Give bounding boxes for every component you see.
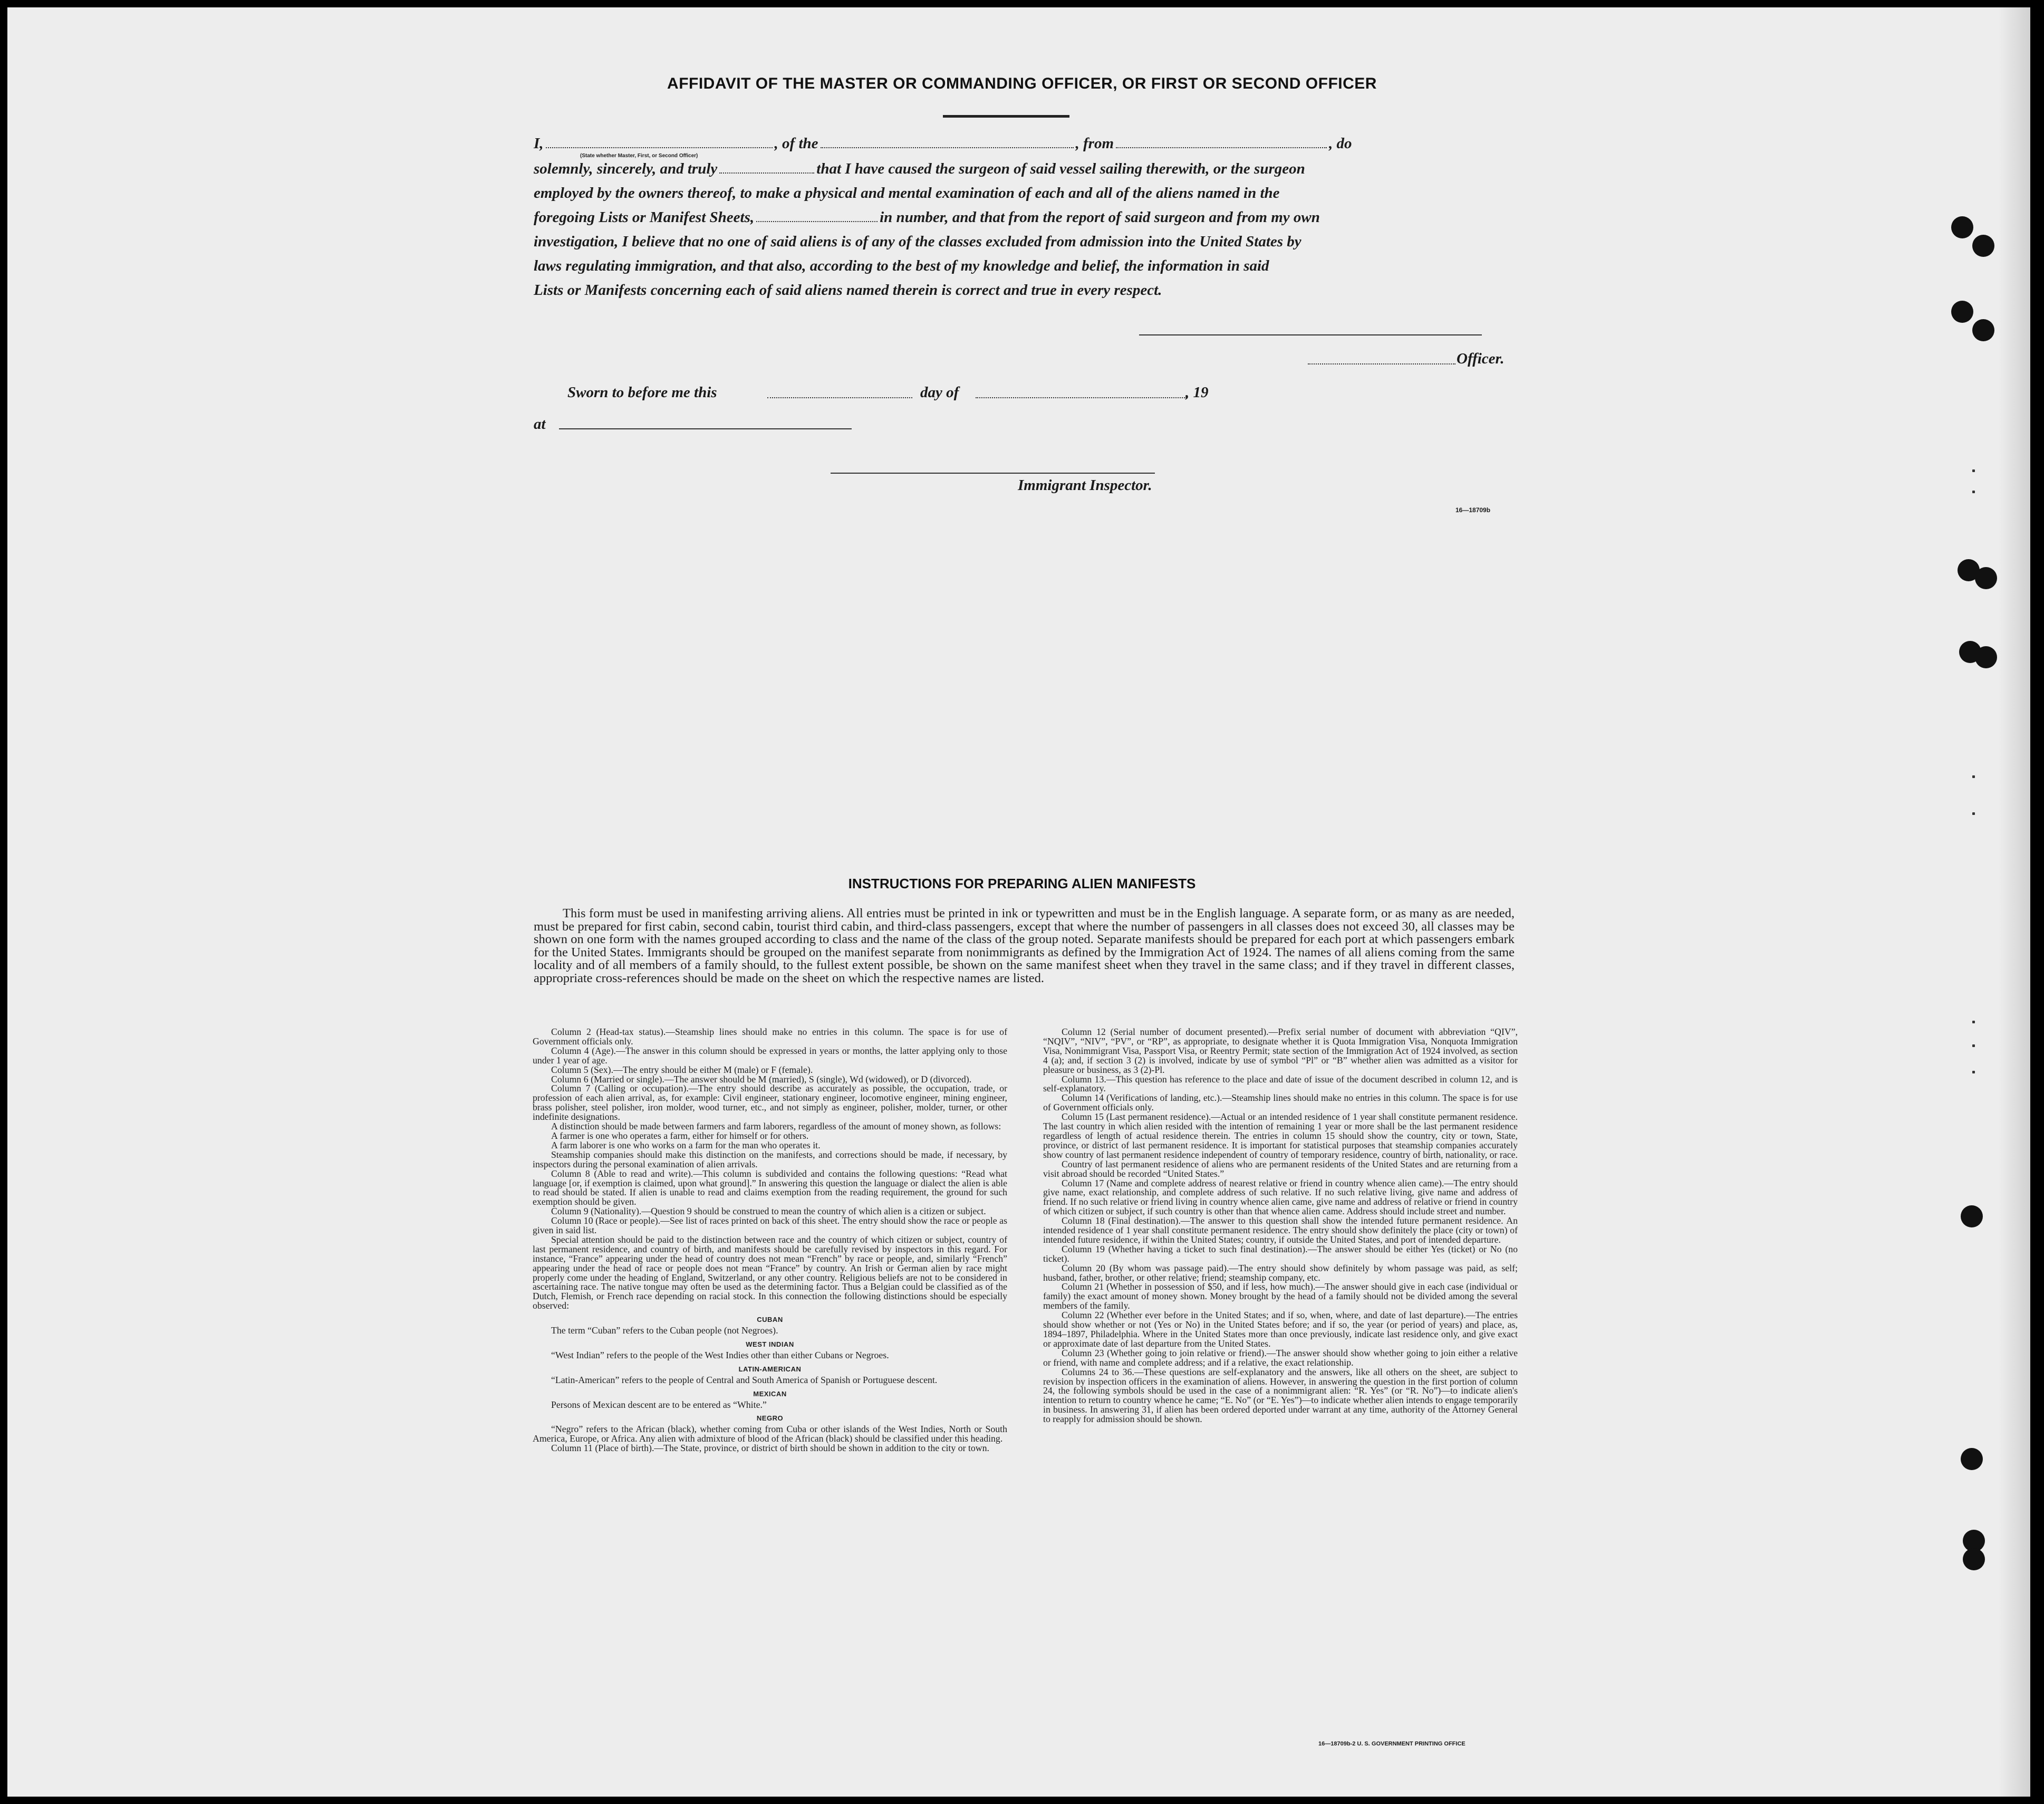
negro-note: “Negro” refers to the African (black), whether coming from Cuba or other islands of the West Indies, North or South America, Europe, or Africa. Any alien with admixture of blood of the African (black) should be classified under this heading. bbox=[533, 1424, 1007, 1444]
punch-hole bbox=[1975, 646, 1997, 668]
column-14-note: Column 14 (Verifications of landing, etc.).—Steamship lines should make no entries in this column. The space is for use of Government officials only. bbox=[1043, 1092, 1518, 1113]
affidavit-i: I, bbox=[534, 135, 544, 152]
column-6-note: Column 6 (Married or single).—The answer should be M (married), S (single), Wd (widowed), or D (divorced). bbox=[551, 1073, 972, 1085]
printing-office-footer: 16—18709b-2 U. S. GOVERNMENT PRINTING OFFICE bbox=[1318, 1741, 1465, 1747]
affidavit-line-5: investigation, I believe that no one of said aliens is of any of the classes excluded from admission into the United States by bbox=[534, 233, 1301, 250]
instructions-left-column bbox=[533, 1028, 1007, 1453]
blank-day bbox=[767, 397, 912, 398]
column-24-36-note: Columns 24 to 36.—These questions are self-explanatory and the answers, like all others on the sheet, are subject to revision by inspection officers in the examination of aliens. However, in answering the question in the first portion of column 24, the following symbols should be used in the case of a nonimmigrant alien: “R. Yes” (or “R. No”)—to indicate alien's intention to return to country whence he came; “E. No” (or “E. Yes”)—to indicate whether alien intends to engage temporarily in business. In answering 31, if alien has been ordered deported under warrant at any time, authority of the Attorney General to reapply for admission should be shown. bbox=[1043, 1366, 1518, 1425]
punch-hole bbox=[1972, 235, 1994, 257]
state-note: (State whether Master, First, or Second Officer) bbox=[580, 153, 698, 159]
blank-number bbox=[756, 220, 878, 222]
edge-mark bbox=[1972, 775, 1975, 778]
line2-end: that I have caused the surgeon of said vessel sailing therewith, or the surgeon bbox=[816, 160, 1305, 177]
blank-vessel bbox=[821, 147, 1074, 148]
column-7-note: Column 7 (Calling or occupation).—The entry should describe as accurately as possible, the occupation, trade, or profession of each alien arrival, as, for example: Civil engineer, stationary engineer, locomotive engineer, mining engineer, brass polisher, steel polisher, iron molder, wood turner, etc., and not simply as engineer, polisher, molder, turner, or other indefinite designations. bbox=[533, 1083, 1007, 1122]
sworn-label: Sworn to before me this bbox=[567, 384, 717, 401]
column-22-note: Column 22 (Whether ever before in the United States; and if so, when, where, and date of last departure).—The entries should show whether or not (Yes or No) in the United States before; and if so, the year (or period of years) and place, as, 1894–1897, Philadelphia. Where in the United States more than once previously, indicate last residence only, and give exact or approximate date of last departure from the United States. bbox=[1043, 1310, 1518, 1349]
west-indian-note: “West Indian” refers to the people of the West Indies other than either Cubans or Negroes. bbox=[551, 1349, 889, 1360]
title-underline bbox=[943, 115, 1069, 118]
column-9-note: Column 9 (Nationality).—Question 9 should be construed to mean the country of which alien is a citizen or subject. bbox=[551, 1206, 986, 1217]
instructions-title: INSTRUCTIONS FOR PREPARING ALIEN MANIFESTS bbox=[848, 876, 1196, 891]
blank-month bbox=[976, 397, 1187, 398]
column-17-note: Column 17 (Name and complete address of nearest relative or friend in country whence alien came).—The entry should give name, exact relationship, and complete address of such relative. If no such relative living, give name and address of friend. If no such relative or friend living in country whence alien came, give name and address of relative or friend in country of which citizen or subject, if such country is other than that whence alien came. Address should include street and number. bbox=[1043, 1177, 1518, 1217]
affidavit-line-4 bbox=[534, 209, 1515, 226]
edge-mark bbox=[1972, 1044, 1975, 1047]
heading-west-indian: WEST INDIAN bbox=[746, 1340, 794, 1348]
heading-cuban: CUBAN bbox=[757, 1316, 783, 1324]
paper-sheet bbox=[7, 7, 2030, 1797]
blank-swear bbox=[719, 172, 814, 174]
heading-latin-american: LATIN-AMERICAN bbox=[738, 1365, 802, 1373]
affidavit-from: , from bbox=[1075, 135, 1114, 152]
punch-hole bbox=[1961, 1448, 1983, 1470]
year-label: , 19 bbox=[1185, 384, 1209, 401]
page-edge-shadow bbox=[1999, 7, 2030, 1797]
edge-mark bbox=[1972, 469, 1975, 472]
cuban-note: The term “Cuban” refers to the Cuban people (not Negroes). bbox=[551, 1325, 778, 1336]
punch-hole bbox=[1963, 1548, 1985, 1570]
affidavit-title: AFFIDAVIT OF THE MASTER OR COMMANDING OFFICER, OR FIRST OR SECOND OFFICER bbox=[667, 75, 1377, 92]
mexican-note: Persons of Mexican descent are to be entered as “White.” bbox=[551, 1399, 767, 1410]
column-5-note: Column 5 (Sex).—The entry should be either M (male) or F (female). bbox=[551, 1064, 813, 1075]
blank-officer-name bbox=[546, 147, 773, 148]
column-21-note: Column 21 (Whether in possession of $50, and if less, how much).—The answer should give in each case (individual or family) the exact amount of money shown. Money brought by the head of a family should not be divided among the several members of the family. bbox=[1043, 1281, 1518, 1311]
column-18-note: Column 18 (Final destination).—The answer to this question shall show the intended future permanent residence. An intended residence of 1 year shall constitute permanent residence. The entry should show definitely the place (city or town) of intended future residence, if within the United States; country, if outside the United States, and port of intended departure. bbox=[1043, 1215, 1518, 1245]
farm-note-2: A farmer is one who operates a farm, either for himself or for others. bbox=[551, 1130, 809, 1141]
affidavit-of-the: , of the bbox=[774, 135, 818, 152]
column-2-note: Column 2 (Head-tax status).—Steamship lines should make no entries in this column. The space is for use of Government officials only. bbox=[533, 1026, 1007, 1047]
farm-note-1: A distinction should be made between farmers and farm laborers, regardless of the amount of money shown, as follows: bbox=[551, 1121, 1001, 1132]
signature-line bbox=[1139, 334, 1482, 335]
edge-mark bbox=[1972, 1071, 1975, 1073]
inspector-signature-line bbox=[831, 473, 1155, 474]
punch-hole bbox=[1951, 301, 1973, 323]
column-19-note: Column 19 (Whether having a ticket to such final destination).—The answer should be either Yes (ticket) or No (no ticket). bbox=[1043, 1243, 1518, 1264]
edge-mark bbox=[1972, 491, 1975, 493]
affidavit-line-1 bbox=[534, 135, 1515, 152]
officer-label: Officer. bbox=[1457, 350, 1505, 367]
officer-dots bbox=[1308, 363, 1455, 364]
heading-mexican: MEXICAN bbox=[753, 1389, 787, 1398]
blank-port bbox=[1116, 147, 1327, 148]
intro-paragraph: This form must be used in manifesting arriving aliens. All entries must be printed in ink or typewritten and must be in the English language. A separate form, or as many as are needed, must be prepared for first cabin, second cabin, tourist third cabin, and third-class passengers, except that where the number of passengers in all classes does not exceed 30, all classes may be shown on one form with the names grouped according to class and the name of the class of the group noted. Separate manifests should be prepared for each port at which passengers embark for the United States. Immigrants should be grouped on the manifest separate from nonimmigrants as defined by the Immigration Act of 1924. The names of all aliens coming from the same locality and of all members of a family should, to the fullest extent possible, be shown on the same manifest sheet when they travel in the same class; and if they travel in different classes, appropriate cross-references should be made on the sheet on which the respective names are listed. bbox=[534, 906, 1515, 985]
column-23-note: Column 23 (Whether going to join relative or friend).—The answer should show whether going to join either a relative or friend, with name and complete address; and if a relative, the exact relationship. bbox=[1043, 1347, 1518, 1368]
line2-start: solemnly, sincerely, and truly bbox=[534, 160, 718, 177]
farm-note-3: A farm laborer is one who works on a farm for the man who operates it. bbox=[551, 1139, 821, 1150]
day-of-label: day of bbox=[920, 384, 959, 401]
affidavit-line-7: Lists or Manifests concerning each of said aliens named therein is correct and true in every respect. bbox=[534, 282, 1162, 299]
affidavit-line-6: laws regulating immigration, and that also, according to the best of my knowledge and belief, the information in said bbox=[534, 257, 1269, 274]
column-4-note: Column 4 (Age).—The answer in this column should be expressed in years or months, the latter applying only to those under 1 year of age. bbox=[533, 1045, 1007, 1066]
punch-hole bbox=[1975, 567, 1997, 589]
column-15-note: Column 15 (Last permanent residence).—Actual or an intended residence of 1 year shall constitute permanent residence. The last country in which alien resided with the intention of remaining 1 year or more shall be the last permanent residence regardless of length of actual residence therein. The entries in column 15 should show the country, city or town, State, province, or district of last permanent residence. It is important for statistical purposes that steamship companies accurately show country of last permanent residence independent of country of temporary residence, country of birth, nationality, or race. bbox=[1043, 1111, 1518, 1160]
column-12-note: Column 12 (Serial number of document presented).—Prefix serial number of document with abbreviation “QIV”, “NQIV”, “NIV”, “PV”, or “RP”, as appropriate, to designate whether it is Quota Immigration Visa, Nonquota Immigration Visa, Nonimmigrant Visa, Passport Visa, or Reentry Permit; state section of the Immigration Act of 1924 involved, as section 4 (a); and, if section 3 (2) is involved, indicate by use of symbol “Pl” or “B” whether alien was admitted as a visitor for pleasure or business, as 3 (2)-Pl. bbox=[1043, 1026, 1518, 1075]
edge-mark bbox=[1972, 1021, 1975, 1023]
instructions-right-column bbox=[1043, 1028, 1518, 1424]
blank-place bbox=[559, 428, 852, 429]
column-15-note-b: Country of last permanent residence of aliens who are permanent residents of the United States and are returning from a visit abroad should be recorded “United States.” bbox=[1043, 1158, 1518, 1179]
race-distinction-note: Special attention should be paid to the distinction between race and the country of which citizen or subject, country of last permanent residence, and country of birth, and manifests should be carefully revised by inspectors in this regard. For instance, “France” appearing under the head of country does not mean “French” by race or people, and, similarly “French” appearing under the head of race or people does not mean “France” by country. An Irish or German alien by race might properly come under the heading of England, Switzerland, or any other country. Religious beliefs are not to be considered in ascertaining race. The native tongue may often be used as the determining factor. Thus a Belgian could be classified as of the Dutch, Flemish, or French race depending on racial stock. In this connection the following distinctions should be especially observed: bbox=[533, 1234, 1007, 1311]
punch-hole bbox=[1961, 1205, 1983, 1227]
heading-negro: NEGRO bbox=[756, 1414, 784, 1423]
punch-hole bbox=[1972, 319, 1994, 341]
affidavit-do: , do bbox=[1329, 135, 1352, 152]
edge-mark bbox=[1972, 812, 1975, 815]
latin-american-note: “Latin-American” refers to the people of Central and South America of Spanish or Portuguese descent. bbox=[551, 1374, 938, 1385]
column-13-note: Column 13.—This question has reference to the place and date of issue of the document described in column 12, and is self-explanatory. bbox=[1043, 1073, 1518, 1094]
column-20-note: Column 20 (By whom was passage paid).—The entry should show definitely by whom passage was paid, as self; husband, father, brother, or other relative; friend; steamship company, etc. bbox=[1043, 1262, 1518, 1283]
at-label: at bbox=[534, 416, 546, 433]
punch-hole bbox=[1951, 216, 1973, 238]
form-number: 16—18709b bbox=[1455, 506, 1491, 514]
farm-note-4: Steamship companies should make this distinction on the manifests, and corrections should be made, if necessary, by inspectors during the personal examination of alien arrivals. bbox=[533, 1149, 1007, 1169]
column-10-note: Column 10 (Race or people).—See list of races printed on back of this sheet. The entry should show the race or people as given in said list. bbox=[533, 1215, 1007, 1236]
affidavit-line-3: employed by the owners thereof, to make a physical and mental examination of each and all of the aliens named in the bbox=[534, 185, 1280, 201]
instructions-intro bbox=[534, 907, 1515, 985]
column-11-note: Column 11 (Place of birth).—The State, province, or district of birth should be shown in addition to the city or town. bbox=[551, 1443, 989, 1454]
line4-start: foregoing Lists or Manifest Sheets, bbox=[534, 209, 755, 226]
affidavit-line-2 bbox=[534, 160, 1515, 178]
line4-end: in number, and that from the report of said surgeon and from my own bbox=[880, 209, 1320, 226]
inspector-label: Immigrant Inspector. bbox=[1018, 477, 1152, 494]
column-8-note: Column 8 (Able to read and write).—This column is subdivided and contains the following questions: “Read what language [or, if exemption is claimed, upon what ground].” In answering this question the language or dialect the alien is able to read should be stated. If alien is unable to read and claims exemption from the reading requirement, the ground for such exemption should be given. bbox=[533, 1168, 1007, 1207]
